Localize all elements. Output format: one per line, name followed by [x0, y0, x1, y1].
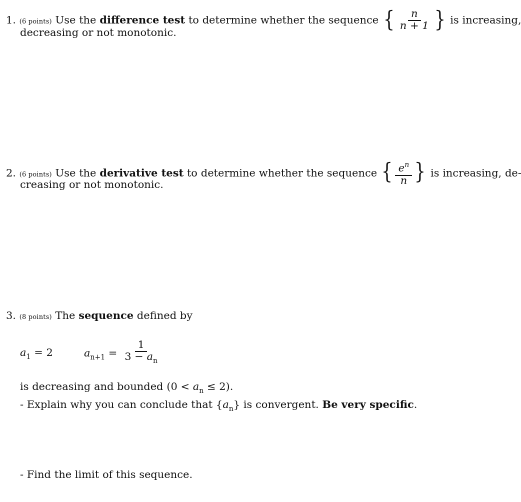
problem-1-line-2: [20, 26, 176, 40]
recurrence-fraction: [122, 340, 161, 367]
problem-3-points: (8 points): [19, 313, 52, 321]
problem-1-number: 1.: [6, 14, 17, 27]
problem-1-text-c: is increasing,: [446, 14, 521, 27]
explain-prompt: - Explain why you can conclude that $\{a_n\}$ is convergent. Be very specific.: [20, 399, 418, 414]
emphasis: Be very specific: [322, 399, 414, 411]
right-brace: }: [434, 7, 446, 33]
fraction-denominator: n + 1: [399, 20, 429, 32]
fraction-numerator: n: [408, 9, 421, 21]
limit-prompt: - Find the limit of this sequence.: [20, 469, 193, 481]
initial-term: $a_1 = 2$: [20, 347, 53, 362]
problem-2-number: 2.: [6, 167, 17, 180]
right-brace: }: [414, 160, 426, 186]
problem-3-text-c: defined by: [133, 310, 193, 322]
problem-3-text-b: The: [51, 310, 79, 322]
problem-2-fraction: [395, 160, 412, 187]
problem-1-method: difference test: [99, 14, 186, 27]
left-brace: {: [383, 7, 395, 33]
fraction-denominator: $3 - a_n$: [124, 351, 158, 366]
fraction-denominator: n: [400, 174, 408, 187]
problem-2-points: (6 points): [19, 170, 52, 179]
problem-1-fraction: [397, 9, 432, 32]
problem-2-text-b: to determine whether the sequence: [183, 167, 381, 180]
problem-1-text-d: decreasing or not monotonic.: [20, 27, 177, 39]
problem-1-text-b: to determine whether the sequence: [185, 14, 382, 27]
left-brace: {: [381, 160, 394, 186]
problem-2-line-2: [20, 178, 164, 192]
problem-2-text-a: Use the: [55, 167, 100, 180]
bounded-statement: is decreasing and bounded $(0 < a_n \le 2)$.: [20, 381, 234, 396]
problem-2-text-c: is increasing, de-: [427, 167, 521, 180]
problem-1-text-a: Use the: [55, 14, 100, 27]
problem-3-highlight: sequence: [78, 310, 134, 322]
recurrence-relation: $a_{n+1}$ = $\frac{1}{3 - a_n}$: [84, 340, 162, 371]
problem-1-points: (6 points): [19, 17, 52, 26]
problem-2-text-d: creasing or not monotonic.: [20, 179, 164, 191]
problem-3-number: 3.: [6, 310, 17, 322]
problem-2-method: derivative test: [99, 167, 184, 180]
problem-3-line-1: [6, 309, 193, 324]
fraction-numerator: 1: [135, 340, 148, 352]
fraction-numerator: $e^n$: [395, 160, 412, 176]
